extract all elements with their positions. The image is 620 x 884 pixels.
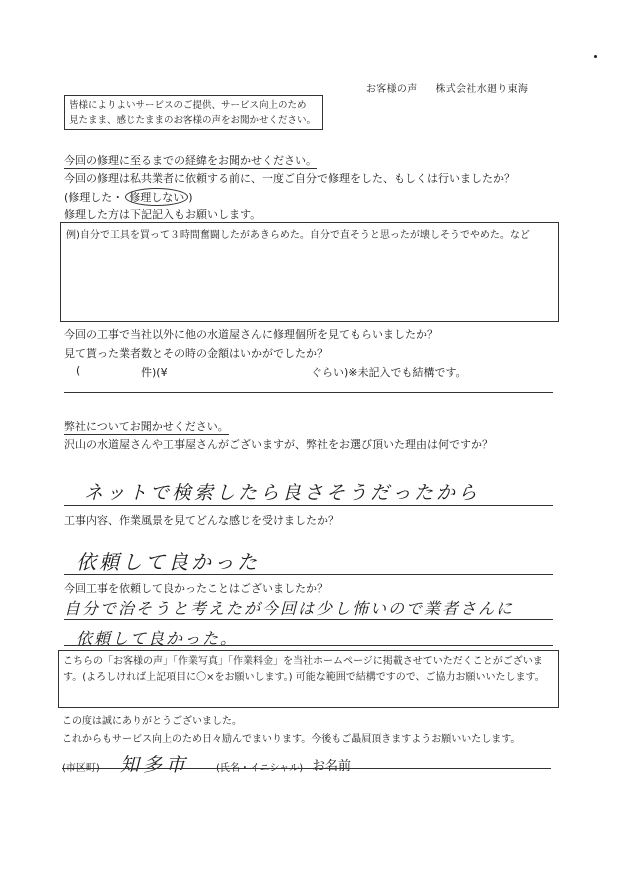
handwritten-answer-reason: ネットで検索したら良さそうだったから <box>84 482 481 504</box>
city-label: (市区町) <box>62 763 100 774</box>
handwritten-answer-good-points-1: 自分で治そうと考えたが今回は少し怖いので業者さんに <box>64 599 515 618</box>
repair-options: (修理した・ 修理しない ) <box>64 188 193 206</box>
intro-box <box>64 95 323 130</box>
section1-note: 修理した方は下記記入もお願いします。 <box>64 208 262 221</box>
website-consent-notice <box>58 650 559 708</box>
handwritten-answer-impression: 依頼して良かった <box>76 550 260 574</box>
notice-text: こちらの「お客様の声」「作業写真」「作業料金」を当社ホームページに掲載させていただくことがございます。(よろしければ上記項目に〇×をお願いします。) 可能な範囲で結構ですので、ご協力お願いいたします。 <box>63 656 545 683</box>
section1-heading: 今回の修理に至るまでの経緯をお聞かせください。 <box>64 154 317 167</box>
company-name: 株式会社水廻り東海 <box>435 84 529 95</box>
section1-question: 今回の修理は私共業者に依頼する前に、一度ご自分で修理をした、もしくは行いましたか？ <box>64 172 515 185</box>
handwritten-answer-good-points-2: 依頼して良かった。 <box>76 629 239 648</box>
intro-line-2: 見たまま、感じたままのお客様の声をお聞かせください。 <box>69 115 317 126</box>
section3-question-1: 沢山の水道屋さんや工事屋さんがございますが、弊社をお選び頂いた理由は何ですか？ <box>64 438 493 451</box>
name-label: (氏名・イニシャル) <box>216 763 304 774</box>
selected-option-no-repair: 修理しない <box>125 188 188 206</box>
section3-question-3: 今回工事を依頼して良かったことはございましたか？ <box>64 582 328 595</box>
section2-question-1: 今回の工事で当社以外に他の水道屋さんに修理個所を見てもらいましたか？ <box>64 328 438 341</box>
form-title: お客様の声 <box>366 84 418 95</box>
answer-line-good-points-2 <box>64 645 553 646</box>
intro-line-1: 皆様によりよいサービスのご提供、サービス向上のため <box>69 100 307 111</box>
form-header <box>366 80 528 95</box>
section2-question-2: 見て貰った業者数とその時の金額はいかがでしたか？ <box>64 347 328 360</box>
scan-speck <box>594 55 597 58</box>
section3-heading: 弊社についてお聞かせください。 <box>64 420 229 433</box>
answer-line-impression <box>64 574 553 575</box>
answer-line-good-points-1 <box>64 619 553 620</box>
answer-line-section2 <box>64 392 553 393</box>
answer-line-reason <box>64 505 553 506</box>
paren-open: ( <box>76 364 81 377</box>
section3-question-2: 工事内容、作業風景を見てどんな感じを受けましたか？ <box>64 514 339 527</box>
thanks-message: この度は誠にありがとうございました。 <box>62 716 242 727</box>
price-field-label: ぐらい)※未記入でも結構です。 <box>311 366 467 379</box>
handwritten-city: 知多市 <box>120 754 190 776</box>
name-value: お名前 <box>312 759 352 774</box>
example-answer-box[interactable] <box>60 222 559 322</box>
example-text: 例)自分で工具を買って３時間奮闘したがあきらめた。自分で直そうと思ったが壊しそうでやめた。など <box>66 230 530 241</box>
signature-line <box>62 768 551 769</box>
count-field-label: 件)(¥ <box>141 366 168 379</box>
closing-message: これからもサービス向上のため日々励んでまいります。今後もご贔屓頂きますようお願いいたします。 <box>62 734 521 745</box>
